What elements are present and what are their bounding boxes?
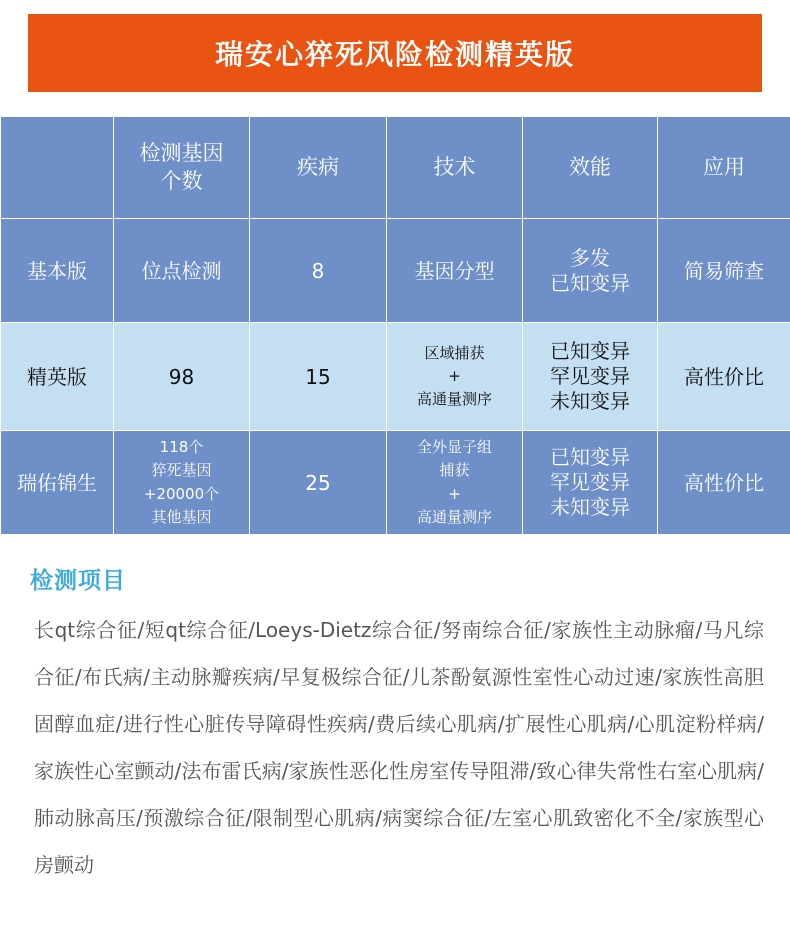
- header-cell-empty: [1, 117, 114, 219]
- row-label-ruiyou: 瑞佑锦生: [1, 431, 114, 535]
- cell-disease-count: 25: [250, 431, 387, 535]
- cell-efficacy: 多发 已知变异: [523, 219, 658, 323]
- cell-technology: 区域捕获 + 高通量测序: [387, 323, 523, 431]
- table-row: [1, 219, 790, 323]
- cell-application: 高性价比: [658, 323, 790, 431]
- cell-disease-count: 8: [250, 219, 387, 323]
- row-label-basic: 基本版: [1, 219, 114, 323]
- header-cell-efficacy: 效能: [523, 117, 658, 219]
- row-label-elite: 精英版: [1, 323, 114, 431]
- header-cell-disease: 疾病: [250, 117, 387, 219]
- page-title: 瑞安心猝死风险检测精英版: [214, 38, 575, 71]
- comparison-table: [0, 116, 790, 535]
- cell-gene-count: 位点检测: [114, 219, 250, 323]
- header-cell-technology: 技术: [387, 117, 523, 219]
- cell-efficacy: 已知变异 罕见变异 未知变异: [523, 323, 658, 431]
- header-cell-gene-count: 检测基因 个数: [114, 117, 250, 219]
- cell-efficacy: 已知变异 罕见变异 未知变异: [523, 431, 658, 535]
- header-cell-application: 应用: [658, 117, 790, 219]
- table-header-row: [1, 117, 790, 219]
- cell-technology: 全外显子组 捕获 + 高通量测序: [387, 431, 523, 535]
- table-row: [1, 323, 790, 431]
- test-items-list: 长qt综合征/短qt综合征/Loeys-Dietz综合征/努南综合征/家族性主动脉瘤/马凡综合征/布氏病/主动脉瓣疾病/早复极综合征/儿茶酚氨源性室性心动过速/家族性高胆固醇血症/进行性心脏传导障碍性疾病/费后续心肌病/扩展性心肌病/心肌淀粉样病/家族性心室颤动/法布雷氏病/家族性恶化性房室传导阻滞/致心律失常性右室心肌病/肺动脉高压/预激综合征/限制型心肌病/病窦综合征/左室心肌致密化不全/家族型心房颤动: [34, 618, 764, 877]
- cell-application: 简易筛查: [658, 219, 790, 323]
- title-banner: [28, 14, 762, 92]
- table-row: [1, 431, 790, 535]
- cell-application: 高性价比: [658, 431, 790, 535]
- cell-disease-count: 15: [250, 323, 387, 431]
- cell-gene-count: 98: [114, 323, 250, 431]
- cell-gene-count: 118个 猝死基因 +20000个 其他基因: [114, 431, 250, 535]
- cell-technology: 基因分型: [387, 219, 523, 323]
- section-title: 检测项目: [30, 568, 126, 594]
